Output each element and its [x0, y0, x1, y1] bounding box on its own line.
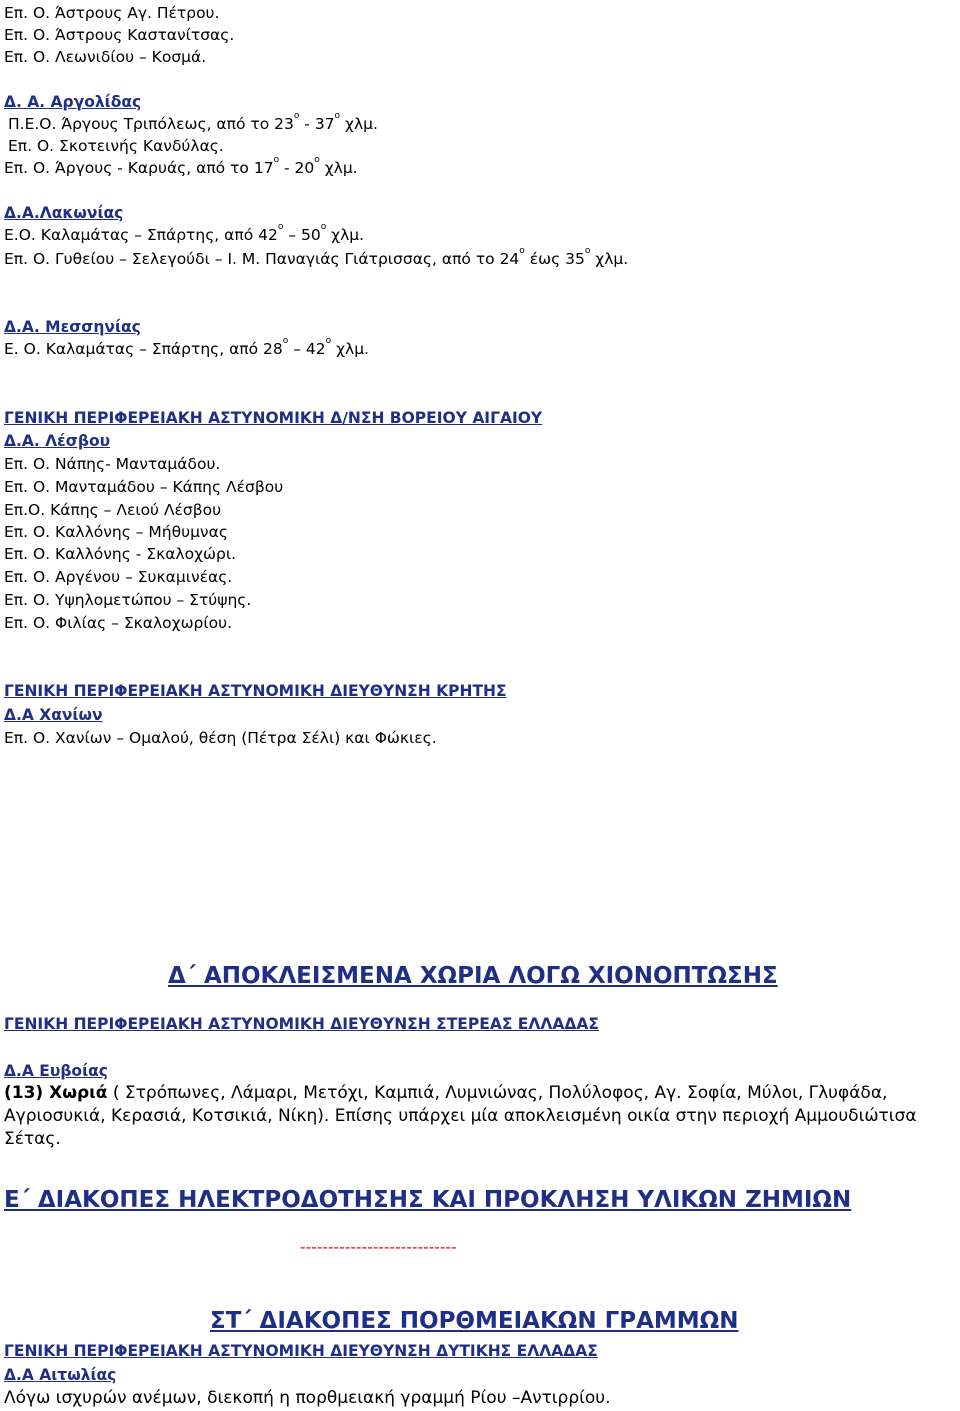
- road-line: Επ. Ο. Σκοτεινής Κανδύλας.: [8, 137, 224, 155]
- section-st-title: ΣΤ΄ ΔΙΑΚΟΠΕΣ ΠΟΡΘΜΕΙΑΚΩΝ ΓΡΑΜΜΩΝ: [210, 1308, 739, 1334]
- road-line: Επ. Ο. Γυθείου – Σελεγούδι – Ι. Μ. Παναγιάς Γιάτρισσας, από το $24^o$ έως $35^o$ χλμ.: [4, 246, 629, 268]
- road-line: Επ. Ο. Άργους - Καρυάς, από το $17^o - 20^o$ χλμ.: [4, 155, 358, 177]
- road-line: Επ. Ο. Άστρους Καστανίτσας.: [4, 26, 235, 44]
- chania-heading: Δ.Α Χανίων: [4, 706, 103, 724]
- road-line: Επ. Ο. Αργένου – Συκαμινέας.: [4, 568, 233, 586]
- section-d-title: Δ΄ ΑΠΟΚΛΕΙΣΜΕΝΑ ΧΩΡΙΑ ΛΟΓΩ ΧΙΟΝΟΠΤΩΣΗΣ: [168, 963, 778, 989]
- road-line: Επ. Ο. Λεωνιδίου – Κοσμά.: [4, 48, 207, 66]
- road-line: Επ. Ο. Μανταμάδου – Κάπης Λέσβου: [4, 478, 284, 496]
- road-line: Επ. Ο. Φιλίας – Σκαλοχωρίου.: [4, 614, 233, 632]
- lakonia-heading: Δ.Α.Λακωνίας: [4, 204, 124, 222]
- dytikis-heading: ΓΕΝΙΚΗ ΠΕΡΙΦΕΡΕΙΑΚΗ ΑΣΤΥΝΟΜΙΚΗ ΔΙΕΥΘΥΝΣΗ ΔΥΤΙΚΗΣ ΕΛΛΑΔΑΣ: [4, 1342, 598, 1360]
- voreiou-aigaiou-heading: ΓΕΝΙΚΗ ΠΕΡΙΦΕΡΕΙΑΚΗ ΑΣΤΥΝΟΜΙΚΗ Δ/ΝΣΗ ΒΟΡΕΙΟΥ ΑΙΓΑΙΟΥ: [4, 409, 543, 427]
- argolida-heading: Δ. Α. Αργολίδας: [4, 93, 142, 111]
- kritis-heading: ΓΕΝΙΚΗ ΠΕΡΙΦΕΡΕΙΑΚΗ ΑΣΤΥΝΟΜΙΚΗ ΔΙΕΥΘΥΝΣΗ ΚΡΗΤΗΣ: [4, 682, 507, 700]
- lesvos-heading: Δ.Α. Λέσβου: [4, 432, 111, 450]
- road-line: Επ. Ο. Άστρους Αγ. Πέτρου.: [4, 4, 220, 22]
- villages-paragraph: (13) Χωριά ( Στρόπωνες, Λάμαρι, Μετόχι, Καμπιά, Λυμνιώνας, Πολύλοφος, Αγ. Σοφία, Μύλοι, Γλυφάδα, Αγριοσυκιά, Κερασιά, Κοτσικιά, Νίκη). Επίσης υπάρχει μία αποκλεισμένη οικία στην περιοχή Αμμουδιώτισα Σέτας.: [4, 1083, 917, 1149]
- road-line: Ε.Ο. Καλαμάτας – Σπάρτης, από $42^o - 50^o$ χλμ.: [4, 222, 365, 244]
- road-line: Επ. Ο. Καλλόνης - Σκαλοχώρι.: [4, 545, 237, 563]
- road-line: Π.Ε.Ο. Άργους Τριπόλεως, από το $23^o - 37^o$ χλμ.: [8, 111, 378, 133]
- messinia-heading: Δ.Α. Μεσσηνίας: [4, 318, 141, 336]
- aitolia-heading: Δ.Α Αιτωλίας: [4, 1366, 117, 1384]
- road-line: Επ. Ο. Καλλόνης – Μήθυμνας: [4, 523, 228, 541]
- road-line: Επ. Ο. Νάπης- Μανταμάδου.: [4, 455, 221, 473]
- road-line: Επ. Ο. Υψηλομετώπου – Στύψης.: [4, 591, 252, 609]
- ferry-line: Λόγω ισχυρών ανέμων, διεκοπή η πορθμειακή γραμμή Ρίου –Αντιρρίου.: [4, 1388, 611, 1408]
- evvoia-heading: Δ.Α Ευβοίας: [4, 1062, 108, 1080]
- separator-dashes: ----------------------------: [300, 1238, 457, 1256]
- road-line: Επ.Ο. Κάπης – Λειού Λέσβου: [4, 501, 222, 519]
- section-e-title: Ε΄ ΔΙΑΚΟΠΕΣ ΗΛΕΚΤΡΟΔΟΤΗΣΗΣ ΚΑΙ ΠΡΟΚΛΗΣΗ ΥΛΙΚΩΝ ΖΗΜΙΩΝ: [4, 1187, 852, 1213]
- road-line: Επ. Ο. Χανίων – Ομαλού, θέση (Πέτρα Σέλι) και Φώκιες.: [4, 729, 437, 747]
- road-line: Ε. Ο. Καλαμάτας – Σπάρτης, από $28^o - 42^o$ χλμ.: [4, 336, 369, 358]
- stereas-heading: ΓΕΝΙΚΗ ΠΕΡΙΦΕΡΕΙΑΚΗ ΑΣΤΥΝΟΜΙΚΗ ΔΙΕΥΘΥΝΣΗ ΣΤΕΡΕΑΣ ΕΛΛΑΔΑΣ: [4, 1015, 599, 1033]
